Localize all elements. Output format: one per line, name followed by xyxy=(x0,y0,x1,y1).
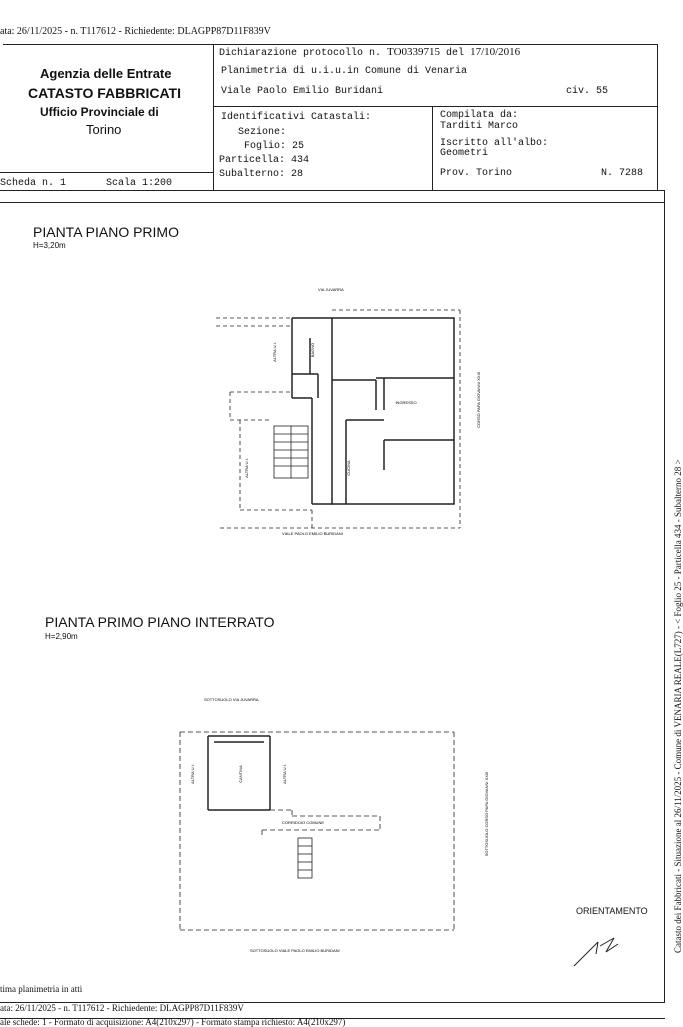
declaration-line xyxy=(219,46,520,59)
orientamento-label: ORIENTAMENTO xyxy=(576,906,648,916)
floor2-stairs xyxy=(298,838,312,878)
address: Viale Paolo Emilio Buridani xyxy=(221,86,384,97)
drawing-top-line xyxy=(0,202,664,203)
floor1-altra-ui-2: ALTRA U.I. xyxy=(244,458,249,478)
declaration-number: TO0339715 xyxy=(387,46,441,58)
frame-right-line xyxy=(657,44,658,190)
floor2-altra-ui-2: ALTRA U.I. xyxy=(282,764,287,784)
scheda-line xyxy=(0,190,664,191)
ident-sezione: Sezione: xyxy=(238,127,287,138)
request-header: ata: 26/11/2025 - n. T117612 - Richiedente: DLAGPP87D11F839V xyxy=(0,26,271,37)
floor2-plan xyxy=(170,690,500,960)
footer-line-1: ata: 26/11/2025 - n. T117612 - Richiedente: DLAGPP87D11F839V xyxy=(0,1003,244,1013)
floor2-height: H=2,90m xyxy=(45,632,78,641)
ultima-planimetria: tima planimetria in atti xyxy=(0,984,83,994)
floor1-bagno: BAGNO xyxy=(310,342,315,358)
floor1-plan xyxy=(200,280,490,550)
declaration-del: del xyxy=(446,48,465,59)
floor1-cucina: CUCINA xyxy=(346,460,351,476)
iscritto-label: Iscritto all'albo: xyxy=(440,138,549,149)
floor2-corridoio: CORRIDOIO COMUNE xyxy=(282,820,324,825)
header-divider xyxy=(213,44,214,190)
floor1-title: PIANTA PIANO PRIMO xyxy=(33,224,179,240)
catasto-title: CATASTO FABBRICATI xyxy=(28,85,181,101)
floor1-stairs xyxy=(274,426,308,478)
drawing-right-line xyxy=(664,190,665,1002)
floor1-height: H=3,20m xyxy=(33,241,66,250)
floor1-altra-ui-1: ALTRA U.I. xyxy=(272,342,277,362)
floor1-street-top: VIA JUVARRA xyxy=(318,287,344,292)
ident-title: Identificativi Catastali: xyxy=(221,112,372,123)
scale: Scala 1:200 xyxy=(106,178,173,189)
compilata-label: Compilata da: xyxy=(440,110,519,121)
ufficio-label: Ufficio Provinciale di xyxy=(40,105,159,119)
floor2-street-bottom: SOTTOSUOLO VIALE PAOLO EMILIO BURIDANI xyxy=(250,948,340,953)
ident-divider xyxy=(432,106,433,190)
ident-subalterno: Subalterno: 28 xyxy=(219,169,304,180)
ident-particella: Particella: 434 xyxy=(219,155,310,166)
floor2-cantina: CANTINA xyxy=(238,765,243,783)
compilata-name: Tarditi Marco xyxy=(440,121,519,132)
floor2-title: PIANTA PRIMO PIANO INTERRATO xyxy=(45,614,275,630)
footer-line-2: ale schede: 1 - Formato di acquisizione: A4(210x297) - Formato stampa richiesto: A4(210x297) xyxy=(0,1017,346,1027)
floor1-street-right: CORSO PAPA GIOVANNI XXIII xyxy=(476,372,481,428)
agency-name: Agenzia delle Entrate xyxy=(40,66,172,81)
civic-number: civ. 55 xyxy=(566,86,609,97)
header-hline xyxy=(213,106,657,107)
albo-value: Geometri xyxy=(440,148,489,159)
floor1-ingresso: INGRESSO xyxy=(395,400,417,405)
declaration-date: 17/10/2016 xyxy=(470,46,521,58)
scheda-number: Scheda n. 1 xyxy=(0,178,67,189)
floor2-street-top: SOTTOSUOLO VIA JUVARRA xyxy=(204,697,259,702)
side-situation-text: Catasto dei Fabbricati - Situazione al 26/11/2025 - Comune di VENARIA REALE(L727) - < Foglio 25 - Particella 434 - Subalterno 28 > xyxy=(673,459,683,953)
albo-number: N. 7288 xyxy=(601,168,644,179)
prov-value: Prov. Torino xyxy=(440,168,513,179)
plan-title: Planimetria di u.i.u.in Comune di Venaria xyxy=(221,66,468,77)
north-arrow-icon xyxy=(570,930,630,970)
declaration-prefix: Dichiarazione protocollo n. xyxy=(219,48,382,59)
left-hline xyxy=(0,172,213,173)
floor2-altra-ui-1: ALTRA U.I. xyxy=(190,764,195,784)
floor2-street-right: SOTTOSUOLO CORSO PAPA GIOVANNI XXIII xyxy=(484,771,489,857)
ufficio-city: Torino xyxy=(86,122,122,137)
ident-foglio: Foglio: 25 xyxy=(244,141,305,152)
floor1-street-bottom: VIALE PAOLO EMILIO BURIDANI xyxy=(282,531,343,536)
frame-top-line xyxy=(3,44,657,45)
